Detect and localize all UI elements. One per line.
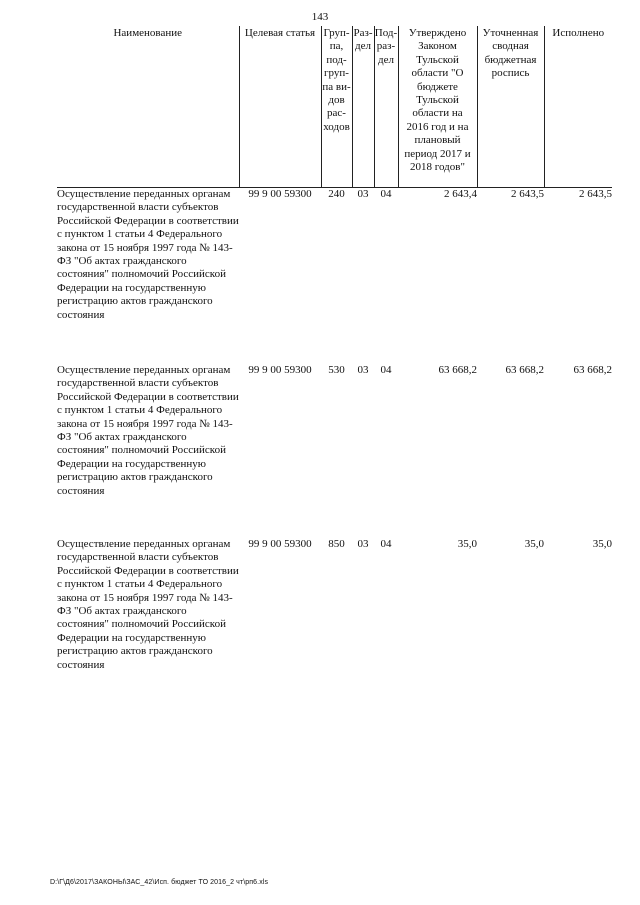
header-line: 2016 год и на — [406, 120, 469, 133]
header-line: Под- — [374, 27, 398, 39]
header-line: Уточненная — [482, 27, 539, 39]
header-line: дел — [355, 40, 371, 53]
header-section — [352, 26, 374, 188]
header-line: груп- — [324, 67, 349, 80]
cell-expense-group: 240 — [328, 188, 345, 200]
header-line: рас- — [327, 107, 346, 120]
cell-target-article: 99 9 00 59300 — [248, 188, 312, 200]
header-line: период 2017 и — [404, 147, 471, 160]
header-line: области "О — [411, 67, 464, 80]
table-row — [57, 188, 612, 365]
header-line: 2018 годов" — [410, 161, 465, 174]
header-line: Исполнено — [552, 27, 605, 39]
cell-approved: 63 668,2 — [438, 364, 477, 376]
cell-section: 03 — [357, 364, 369, 376]
header-refined-budget — [477, 26, 544, 188]
header-line: Законом — [418, 40, 457, 53]
header-line: ходов — [323, 120, 350, 133]
header-line: сводная — [492, 40, 529, 53]
header-subsection — [374, 26, 398, 188]
header-line: под- — [326, 53, 347, 66]
cell-section: 03 — [357, 538, 369, 550]
table-row — [57, 538, 612, 712]
header-expense-group — [321, 26, 352, 188]
page-number: 143 — [311, 11, 329, 23]
header-line: Тульской — [416, 53, 459, 66]
header-line: дел — [378, 53, 394, 66]
cell-refined: 35,0 — [524, 538, 544, 550]
header-executed — [544, 26, 612, 188]
cell-subsection: 04 — [380, 538, 392, 550]
cell-target-article: 99 9 00 59300 — [248, 364, 312, 376]
table-header-row — [57, 26, 612, 188]
cell-refined: 2 643,5 — [511, 188, 544, 200]
cell-expense-group: 850 — [328, 538, 345, 550]
header-name — [57, 26, 239, 188]
cell-executed: 35,0 — [592, 538, 612, 550]
cell-refined: 63 668,2 — [505, 364, 544, 376]
cell-name: Осуществление переданных органам государственной власти субъектов Российской Федерации в соответствии с пунктом 1 статьи 4 Федерального закона от 15 ноября 1997 года № 143-ФЗ "Об актах гражданского состояния" полномочий Российской Федерации на государственную регистрацию актов гражданского состояния — [57, 188, 239, 321]
header-line: Груп- — [323, 27, 350, 39]
cell-approved: 2 643,4 — [444, 188, 477, 200]
cell-target-article: 99 9 00 59300 — [248, 538, 312, 550]
header-line: Наименование — [113, 27, 183, 39]
budget-execution-table — [57, 26, 612, 712]
header-line: Тульской — [416, 94, 459, 107]
cell-name: Осуществление переданных органам государственной власти субъектов Российской Федерации в соответствии с пунктом 1 статьи 4 Федерального закона от 15 ноября 1997 года № 143-ФЗ "Об актах гражданского состояния" полномочий Российской Федерации на государственную регистрацию актов гражданского состояния — [57, 538, 239, 671]
cell-name: Осуществление переданных органам государственной власти субъектов Российской Федерации в соответствии с пунктом 1 статьи 4 Федерального закона от 15 ноября 1997 года № 143-ФЗ "Об актах гражданского состояния" полномочий Российской Федерации на государственную регистрацию актов гражданского состояния — [57, 364, 239, 497]
header-line: Целевая статья — [244, 27, 316, 39]
cell-subsection: 04 — [380, 364, 392, 376]
file-path-footer: D:\Г\Д6\2017\ЗАКОНЫ\ЗАС_42\Исп. бюджет ТО 2016_2 чт\рп6.xls — [50, 879, 269, 886]
cell-section: 03 — [357, 188, 369, 200]
header-line: па ви- — [322, 80, 351, 93]
header-target-article — [239, 26, 321, 188]
header-line: Раз- — [353, 27, 373, 39]
cell-subsection: 04 — [380, 188, 392, 200]
header-line: Утверждено — [408, 27, 467, 39]
header-line: области на — [412, 107, 463, 120]
table-row — [57, 364, 612, 538]
header-line: дов — [328, 94, 345, 107]
header-line: бюджете — [417, 80, 458, 93]
cell-executed: 2 643,5 — [579, 188, 612, 200]
header-line: роспись — [491, 67, 530, 80]
header-line: па, — [329, 40, 344, 53]
cell-approved: 35,0 — [457, 538, 477, 550]
cell-expense-group: 530 — [328, 364, 345, 376]
header-line: раз- — [376, 40, 396, 53]
header-line: бюджетная — [484, 53, 537, 66]
header-approved — [398, 26, 477, 188]
header-line: плановый — [414, 134, 461, 147]
cell-executed: 63 668,2 — [573, 364, 612, 376]
